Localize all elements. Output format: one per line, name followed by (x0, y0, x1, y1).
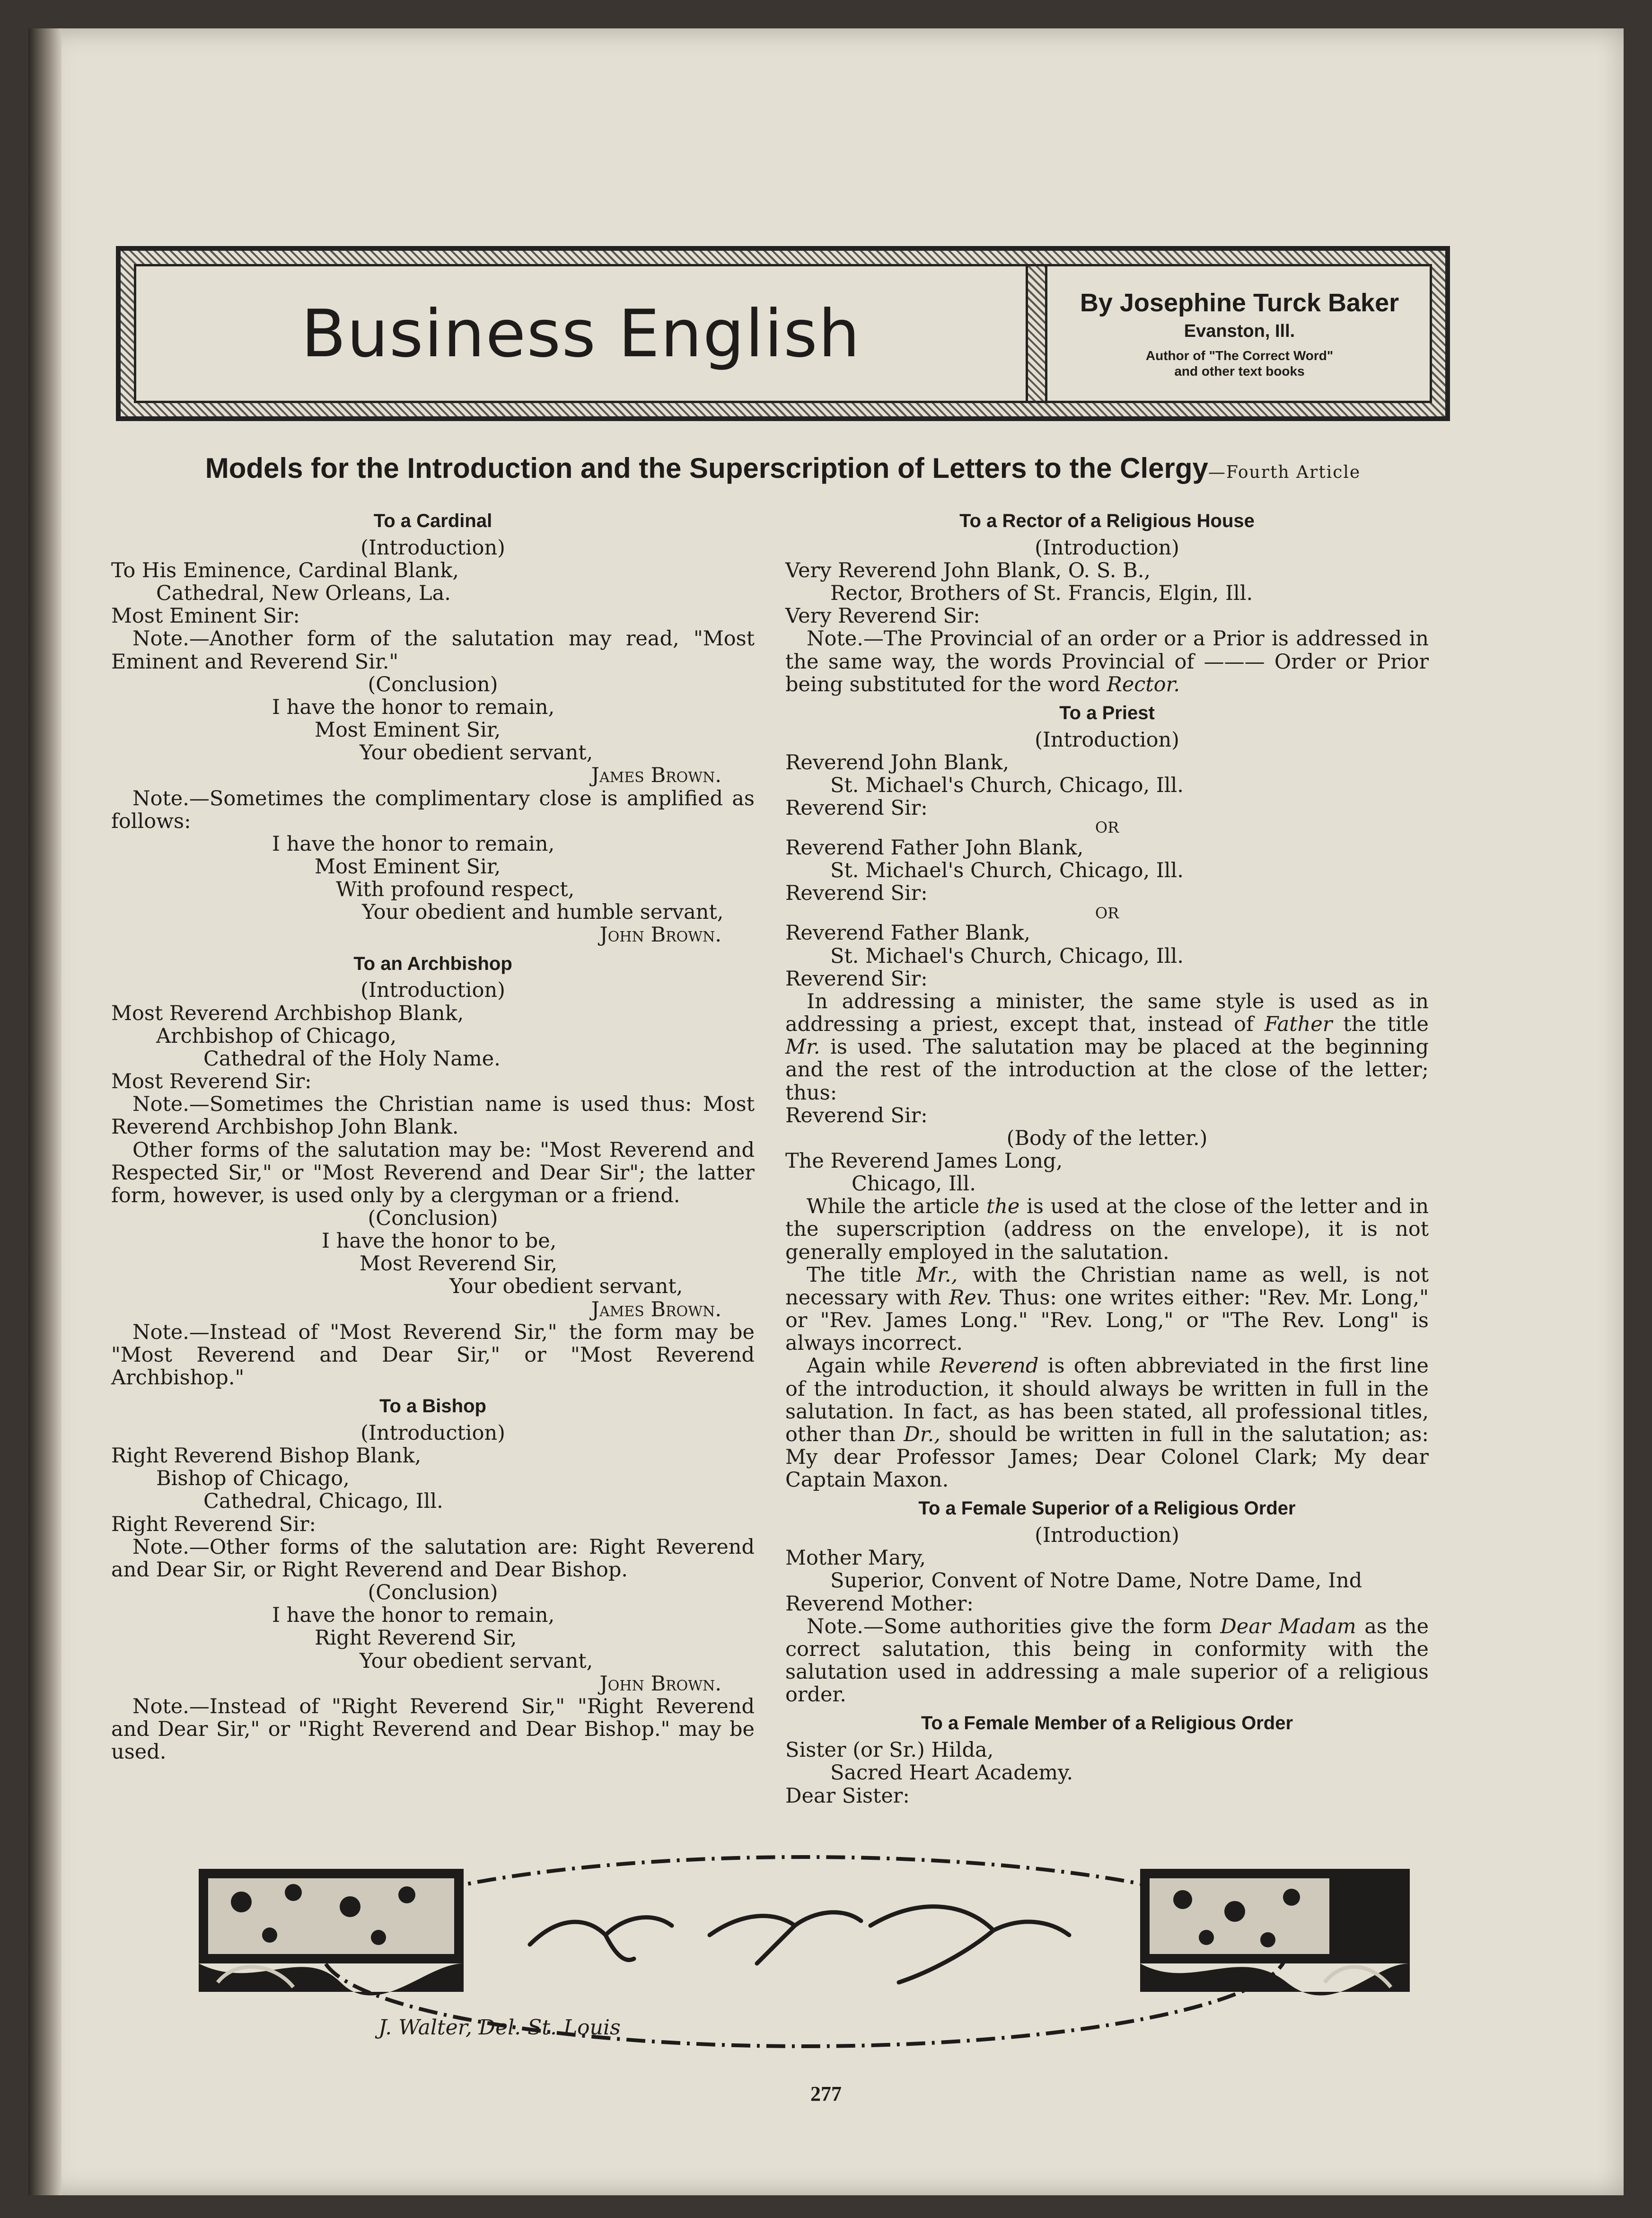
author-credit-line-1: Author of "The Correct Word" (1145, 348, 1334, 363)
conclusion-label: (Conclusion) (368, 672, 498, 696)
text-run: is used at the close of the letter and in the superscription (address on the envelope), it is not generally employed in the salutation. (785, 1195, 1429, 1264)
text-run: Again while (807, 1354, 931, 1378)
signature-line: John Brown. (599, 1672, 721, 1696)
section-heading-priest: To a Priest (1059, 702, 1155, 723)
address-line: Cathedral of the Holy Name. (203, 1047, 501, 1071)
signature-line: John Brown. (599, 923, 721, 947)
body-placeholder: (Body of the letter.) (1006, 1126, 1208, 1150)
address-line: Right Reverend Bishop Blank, (111, 1444, 422, 1468)
body-paragraph (785, 1264, 1429, 1355)
address-line: Cathedral, Chicago, Ill. (203, 1489, 443, 1514)
salutation: Most Reverend Sir: (111, 1070, 312, 1094)
article-heading (116, 452, 1450, 484)
note-paragraph (785, 1615, 1429, 1707)
conclusion-label: (Conclusion) (368, 1206, 498, 1230)
address-line: St. Michael's Church, Chicago, Ill. (830, 944, 1184, 968)
closing-line: Your obedient servant, (449, 1275, 683, 1299)
note-paragraph: Note.—Sometimes the Christian name is used thus: Most Reverend Archbishop John Blank. (111, 1092, 755, 1139)
text-italic: Father (1264, 1012, 1333, 1037)
address-line: The Reverend James Long, (785, 1149, 1063, 1173)
body-paragraph (785, 1195, 1429, 1263)
text-italic: Mr., (916, 1263, 958, 1287)
note-paragraph: Other forms of the salutation may be: "Most Reverend and Respected Sir," or "Most Reverend and Dear Sir"; the latter form, however, is used only by a clergyman or a friend. (111, 1138, 755, 1207)
text-run: In addressing a minister, the same style is used as in addressing a priest, except that, instead of (785, 989, 1429, 1037)
address-line: St. Michael's Church, Chicago, Ill. (830, 859, 1184, 883)
decorative-ornament (199, 1840, 1410, 2063)
salutation: Reverend Sir: (785, 796, 928, 820)
address-line: To His Eminence, Cardinal Blank, (111, 558, 459, 582)
author-credit-line-2: and other text books (1174, 363, 1305, 378)
salutation: Reverend Sir: (785, 1103, 928, 1127)
text-run: should be written in full in the salutation; as: My dear Professor James; Dear Colonel Clark; My dear Captain Maxon. (785, 1422, 1429, 1492)
author-location: Evanston, Ill. (1184, 321, 1295, 342)
address-line: St. Michael's Church, Chicago, Ill. (830, 774, 1184, 797)
address-line: Mother Mary, (785, 1546, 926, 1570)
signature-line: James Brown. (591, 764, 721, 788)
text-italic: Rev. (949, 1285, 992, 1310)
address-line: Reverend Father Blank, (785, 921, 1031, 945)
article-heading-sub: —Fourth Article (1208, 463, 1361, 482)
banner-inner-frame (134, 264, 1432, 403)
intro-label: (Introduction) (360, 536, 505, 560)
intro-label: (Introduction) (1035, 728, 1179, 752)
address-line: Archbishop of Chicago, (156, 1024, 397, 1048)
section-heading-bishop: To a Bishop (379, 1396, 486, 1417)
address-line: Rector, Brothers of St. Francis, Elgin, Ill. (830, 581, 1253, 606)
note-paragraph: Note.—Other forms of the salutation are: Right Reverend and Dear Sir, or Right Reverend and Dear Bishop. (111, 1535, 755, 1582)
magazine-page (28, 28, 1624, 2195)
text-run: is often abbreviated in the first line of the introduction, it should always be written in full in the salutation. In fact, as has been stated, all professional titles, other than (785, 1354, 1429, 1446)
address-line: Reverend Father John Blank, (785, 836, 1084, 860)
section-heading-archbishop: To an Archbishop (353, 953, 512, 974)
closing-line: Your obedient servant, (360, 741, 593, 765)
closing-line: Your obedient servant, (360, 1649, 593, 1673)
closing-line: Right Reverend Sir, (315, 1626, 517, 1650)
section-heading-female-superior: To a Female Superior of a Religious Order (918, 1498, 1296, 1519)
text-italic: Mr. (785, 1035, 820, 1059)
intro-label: (Introduction) (1035, 536, 1179, 560)
salutation: Most Eminent Sir: (111, 604, 300, 628)
address-line: Sacred Heart Academy. (830, 1761, 1073, 1785)
author-name: By Josephine Turck Baker (1080, 289, 1399, 317)
note-italic: Rector. (1107, 672, 1180, 696)
text-run: as the correct salutation, this being in conformity with the salutation used in addressing a male superior of a religious order. (785, 1614, 1429, 1707)
text-run: is used. The salutation may be placed at the beginning and the rest of the introduction at the close of the letter; thus: (785, 1035, 1429, 1105)
signature-line: James Brown. (591, 1297, 721, 1321)
intro-label: (Introduction) (360, 978, 505, 1003)
salutation: Very Reverend Sir: (785, 604, 980, 628)
closing-line: I have the honor to remain, (272, 695, 555, 719)
closing-line: Your obedient and humble servant, (362, 900, 724, 924)
left-column (111, 504, 755, 1763)
note-paragraph: Note.—Another form of the salutation may read, "Most Eminent and Reverend Sir." (111, 627, 755, 674)
note-paragraph: Note.—Instead of "Right Reverend Sir," "Right Reverend and Dear Sir," or "Right Reverend and Dear Bishop." may be used. (111, 1694, 755, 1764)
salutation: Reverend Sir: (785, 967, 928, 991)
text-run: While the article (807, 1195, 980, 1219)
text-run: Thus: one writes either: "Rev. Mr. Long," or "Rev. James Long." "Rev. Long," or "The Rev. Long" is always incorrect. (785, 1285, 1429, 1355)
address-line: Bishop of Chicago, (156, 1467, 350, 1491)
intro-label: (Introduction) (1035, 1523, 1179, 1548)
text-run: with the Christian name as well, is not necessary with (785, 1263, 1429, 1310)
closing-line: Most Eminent Sir, (315, 854, 501, 879)
address-line: Most Reverend Archbishop Blank, (111, 1001, 464, 1025)
section-heading-rector: To a Rector of a Religious House (959, 510, 1255, 531)
note-paragraph: Note.—Instead of "Most Reverend Sir," the form may be "Most Reverend and Dear Sir," or "Most Reverend Archbishop." (111, 1320, 755, 1390)
address-line: Cathedral, New Orleans, La. (156, 581, 451, 606)
closing-line: Most Reverend Sir, (360, 1252, 558, 1276)
byline-box (1049, 266, 1430, 401)
or-separator: OR (1095, 904, 1119, 922)
banner-divider (1026, 266, 1047, 401)
section-heading-female-member: To a Female Member of a Religious Order (921, 1713, 1293, 1734)
artist-signature: J. Walter, Del. St. Louis (378, 2016, 621, 2040)
salutation: Reverend Mother: (785, 1592, 974, 1616)
closing-line: I have the honor to remain, (272, 832, 555, 856)
note-text: Note.—The Provincial of an order or a Prior is addressed in the same way, the words Provincial of ——— Order or Prior being substituted for the word (785, 627, 1429, 696)
or-separator: OR (1095, 819, 1119, 837)
page-number: 277 (810, 2082, 842, 2105)
book-spine-shadow (28, 28, 62, 2195)
text-italic: the (986, 1195, 1020, 1219)
body-paragraph (785, 990, 1429, 1104)
header-banner (116, 246, 1450, 421)
closing-line: I have the honor to be, (322, 1229, 557, 1253)
article-heading-main: Models for the Introduction and the Superscription of Letters to the Clergy (205, 452, 1208, 484)
banner-title: Business English (301, 295, 861, 372)
address-line: Very Reverend John Blank, O. S. B., (785, 558, 1151, 582)
text-run: The title (807, 1263, 902, 1287)
text-italic: Dear Madam (1220, 1614, 1356, 1638)
section-heading-cardinal: To a Cardinal (373, 510, 492, 531)
note-paragraph (785, 627, 1429, 695)
author-credit (1146, 348, 1333, 378)
closing-line: Most Eminent Sir, (315, 718, 501, 742)
address-line: Reverend John Blank, (785, 750, 1010, 775)
salutation: Right Reverend Sir: (111, 1512, 316, 1536)
body-paragraph (785, 1355, 1429, 1491)
conclusion-label: (Conclusion) (368, 1581, 498, 1605)
text-italic: Reverend (940, 1354, 1039, 1378)
closing-line: With profound respect, (336, 878, 575, 902)
salutation: Reverend Sir: (785, 881, 928, 906)
address-line: Superior, Convent of Notre Dame, Notre Dame, Ind (830, 1569, 1362, 1593)
right-column (785, 504, 1429, 1807)
salutation: Dear Sister: (785, 1784, 910, 1808)
text-run: Note.—Some authorities give the form (807, 1614, 1212, 1638)
address-line: Sister (or Sr.) Hilda, (785, 1738, 994, 1762)
closing-line: I have the honor to remain, (272, 1603, 555, 1628)
intro-label: (Introduction) (360, 1421, 505, 1445)
text-italic: Dr., (904, 1422, 940, 1446)
text-run: the title (1343, 1012, 1429, 1037)
note-paragraph: Note.—Sometimes the complimentary close is amplified as follows: (111, 786, 755, 833)
address-line: Chicago, Ill. (852, 1172, 976, 1196)
